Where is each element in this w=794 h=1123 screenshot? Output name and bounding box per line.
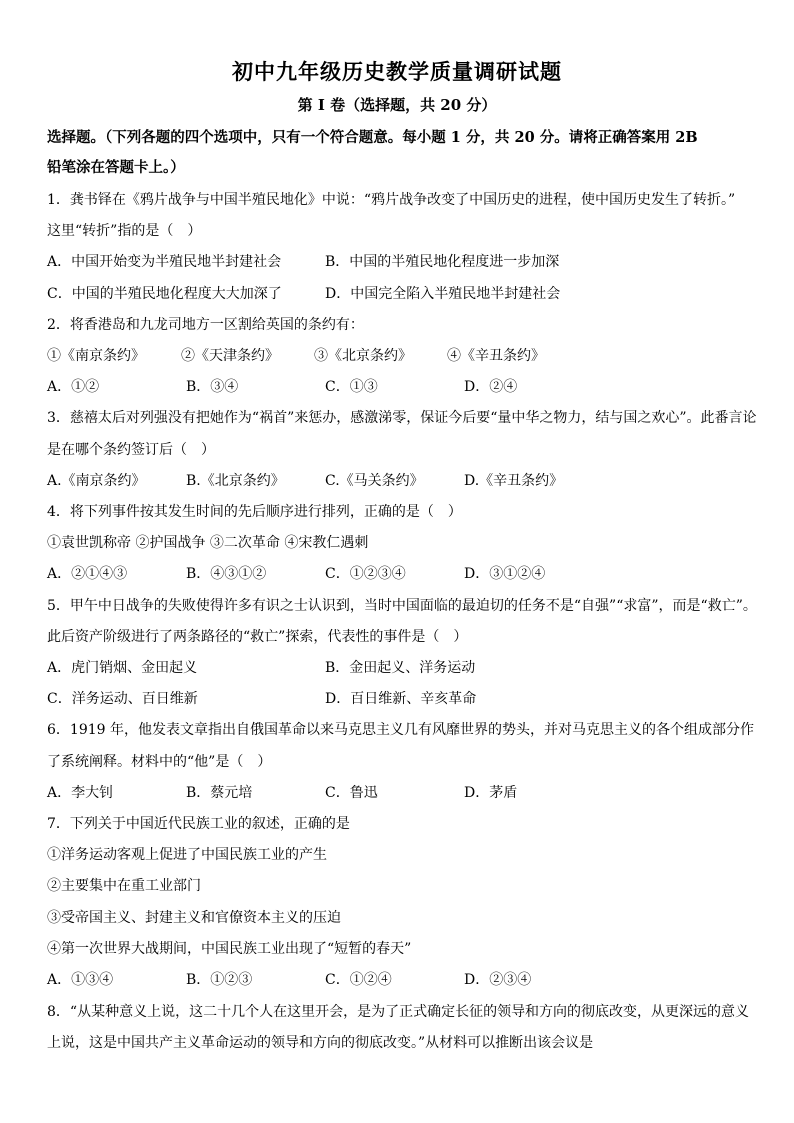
q7-option-b: B．①②③	[186, 972, 253, 988]
q1-stem-line-1: 1．龚书铎在《鸦片战争与中国半殖民地化》中说：“鸦片战争改变了中国历史的进程，使中国历史发生了转折。”	[47, 192, 736, 208]
q5-stem-line-1: 5．甲午中日战争的失败使得许多有识之士认识到，当时中国面临的最迫切的任务不是“自强”“求富”，而是“救亡”。	[47, 598, 757, 614]
q7-option-a: A．①③④	[47, 972, 114, 988]
q3-option-c: C.《马关条约》	[325, 473, 424, 489]
q5-option-d: D．百日维新、辛亥革命	[325, 691, 477, 707]
q2-item-1: ①《南京条约》	[47, 348, 145, 364]
q2-item-2: ②《天津条约》	[181, 348, 279, 364]
q7-item-2: ②主要集中在重工业部门	[47, 878, 201, 894]
q7-option-c: C．①②④	[325, 972, 392, 988]
q4-option-a: A．②①④③	[47, 566, 128, 582]
q2-option-c: C．①③	[325, 379, 378, 395]
instructions-line-2: 铅笔涂在答题卡上。）	[47, 159, 185, 176]
q4-option-d: D．③①②④	[464, 566, 546, 582]
q4-option-b: B．④③①②	[186, 566, 267, 582]
q6-option-a: A．李大钊	[47, 785, 114, 801]
q1-option-d: D．中国完全陷入半殖民地半封建社会	[325, 286, 561, 302]
q6-option-b: B．蔡元培	[186, 785, 253, 801]
q3-option-b: B.《北京条约》	[186, 473, 285, 489]
q7-item-1: ①洋务运动客观上促进了中国民族工业的产生	[47, 847, 327, 863]
q4-items: ①袁世凯称帝 ②护国战争 ③二次革命 ④宋教仁遇刺	[47, 535, 369, 551]
instructions-line-1: 选择题。（下列各题的四个选项中，只有一个符合题意。每小题 1 分，共 20 分。请将正确答案用 2B	[47, 129, 698, 146]
q7-item-3: ③受帝国主义、封建主义和官僚资本主义的压迫	[47, 910, 341, 926]
q3-option-a: A.《南京条约》	[47, 473, 146, 489]
q6-stem-line-1: 6．1919 年，他发表文章指出自俄国革命以来马克思主义几有风靡世界的势头，并对马克思主义的各个组成部分作	[47, 722, 754, 738]
q2-stem: 2．将香港岛和九龙司地方一区割给英国的条约有：	[47, 317, 364, 333]
q4-stem: 4．将下列事件按其发生时间的先后顺序进行排列，正确的是（ ）	[47, 504, 462, 520]
q5-option-a: A．虎门销烟、金田起义	[47, 660, 198, 676]
q1-option-a: A．中国开始变为半殖民地半封建社会	[47, 254, 282, 270]
q3-option-d: D.《辛丑条约》	[464, 473, 564, 489]
q2-item-4: ④《辛丑条约》	[447, 348, 545, 364]
q5-option-c: C．洋务运动、百日维新	[47, 691, 198, 707]
q4-option-c: C．①②③④	[325, 566, 406, 582]
q1-option-b: B．中国的半殖民地化程度进一步加深	[325, 254, 560, 270]
q5-stem-line-2: 此后资产阶级进行了两条路径的“救亡”探索，代表性的事件是（ ）	[47, 629, 468, 645]
q1-option-c: C．中国的半殖民地化程度大大加深了	[47, 286, 282, 302]
q6-stem-line-2: 了系统阐释。材料中的“他”是（ ）	[47, 754, 272, 770]
q2-option-a: A．①②	[47, 379, 100, 395]
q6-option-d: D．茅盾	[464, 785, 518, 801]
q7-option-d: D．②③④	[464, 972, 532, 988]
q5-option-b: B．金田起义、洋务运动	[325, 660, 476, 676]
q3-stem-line-1: 3．慈禧太后对列强没有把她作为“祸首”来惩办，感激涕零，保证今后要“量中华之物力，结与国之欢心”。此番言论	[47, 410, 757, 426]
q1-stem-line-2: 这里“转折”指的是（ ）	[47, 223, 202, 239]
q8-stem-line-2: 上说，这是中国共产主义革命运动的领导和方向的彻底改变。”从材料可以推断出该会议是	[47, 1035, 594, 1051]
page-title: 初中九年级历史教学质量调研试题	[232, 59, 562, 84]
q2-option-d: D．②④	[464, 379, 518, 395]
q3-stem-line-2: 是在哪个条约签订后（ ）	[47, 442, 215, 458]
q8-stem-line-1: 8．“从某种意义上说，这二十几个人在这里开会，是为了正式确定长征的领导和方向的彻底改变，从更深远的意义	[47, 1004, 750, 1020]
q7-item-4: ④第一次世界大战期间，中国民族工业出现了“短暂的春天”	[47, 941, 412, 957]
q2-option-b: B．③④	[186, 379, 239, 395]
q2-item-3: ③《北京条约》	[314, 348, 412, 364]
section-subtitle: 第 I 卷（选择题，共 20 分）	[297, 96, 497, 114]
q7-stem: 7．下列关于中国近代民族工业的叙述，正确的是	[47, 816, 350, 832]
q6-option-c: C．鲁迅	[325, 785, 378, 801]
